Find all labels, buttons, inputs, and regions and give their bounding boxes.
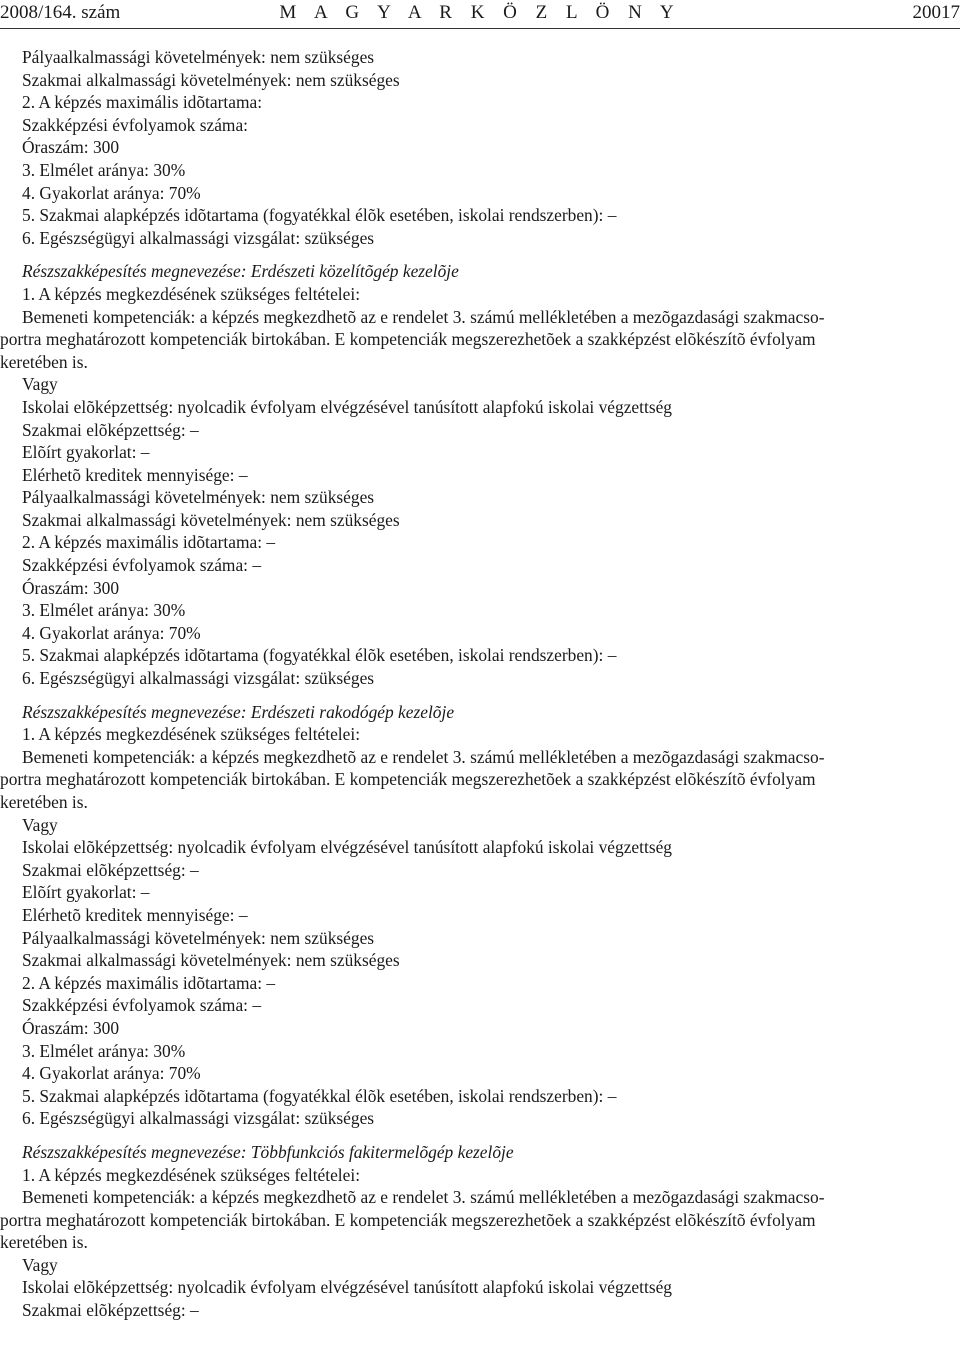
competency-paragraph <box>0 306 960 374</box>
text-line: 6. Egészségügyi alkalmassági vizsgálat: szükséges <box>22 227 375 248</box>
text-line: Vagy <box>22 1254 58 1275</box>
header-divider <box>0 28 960 29</box>
text-line: Szakképzési évfolyamok száma: – <box>22 555 262 576</box>
text-line: Óraszám: 300 <box>22 577 120 598</box>
paragraph-line: Bemeneti kompetenciák: a képzés megkezdhetõ az e rendelet 3. számú mellékletében a mezõgazdasági szakmacso- <box>22 746 825 767</box>
text-line: Elérhetõ kreditek mennyisége: – <box>22 464 248 485</box>
text-line: Pályaalkalmassági követelmények: nem szükséges <box>22 927 375 948</box>
text-line: Szakmai elõképzettség: – <box>22 1300 199 1321</box>
text-line: Elõírt gyakorlat: – <box>22 442 150 463</box>
text-line: Szakmai alkalmassági követelmények: nem szükséges <box>22 950 400 971</box>
paragraph-line: portra meghatározott kompetenciák birtokában. E kompetenciák megszerezhetõek a szakképzést elõkészítõ évfolyam <box>0 769 816 790</box>
text-line: 5. Szakmai alapképzés idõtartama (fogyatékkal élõk esetében, iskolai rendszerben): – <box>22 1085 617 1106</box>
text-line: 2. A képzés maximális idõtartama: <box>22 92 263 113</box>
text-line: Pályaalkalmassági követelmények: nem szükséges <box>22 47 375 67</box>
paragraph-line: Bemeneti kompetenciák: a képzés megkezdhetõ az e rendelet 3. számú mellékletében a mezõgazdasági szakmacso- <box>22 306 825 327</box>
section-heading: Részszakképesítés megnevezése: Többfunkciós fakitermelõgép kezelõje <box>22 1141 514 1162</box>
text-line: Szakmai elõképzettség: – <box>22 859 199 880</box>
text-line: 2. A képzés maximális idõtartama: – <box>22 972 276 993</box>
text-line: Óraszám: 300 <box>22 137 120 158</box>
text-line: Óraszám: 300 <box>22 1017 120 1038</box>
text-line: Szakmai alkalmassági követelmények: nem szükséges <box>22 509 400 530</box>
text-line: Iskolai elõképzettség: nyolcadik évfolyam elvégzésével tanúsított alapfokú iskolai végzettség <box>22 837 673 858</box>
paragraph-line: keretében is. <box>0 1232 88 1253</box>
text-line: Szakképzési évfolyamok száma: – <box>22 995 262 1016</box>
text-line: 2. A képzés maximális idõtartama: – <box>22 532 276 553</box>
issue-number: 2008/164. szám <box>0 2 121 23</box>
text-line: Szakmai alkalmassági követelmények: nem szükséges <box>22 69 400 90</box>
text-line: Iskolai elõképzettség: nyolcadik évfolyam elvégzésével tanúsított alapfokú iskolai végzettség <box>22 1277 673 1298</box>
page-header <box>0 0 960 28</box>
section-heading: Részszakképesítés megnevezése: Erdészeti rakodógép kezelõje <box>22 701 455 722</box>
paragraph-line: Bemeneti kompetenciák: a képzés megkezdhetõ az e rendelet 3. számú mellékletében a mezõgazdasági szakmacso- <box>22 1187 825 1208</box>
document-body <box>0 46 960 1322</box>
publication-title: M A G Y A R K Ö Z L Ö N Y <box>279 2 681 23</box>
text-line: 1. A képzés megkezdésének szükséges feltételei: <box>22 283 361 304</box>
text-line: 3. Elmélet aránya: 30% <box>22 159 186 180</box>
paragraph-line: keretében is. <box>0 792 88 812</box>
paragraph-line: portra meghatározott kompetenciák birtokában. E kompetenciák megszerezhetõek a szakképzést elõkészítõ évfolyam <box>0 329 816 350</box>
paragraph-line: portra meghatározott kompetenciák birtokában. E kompetenciák megszerezhetõek a szakképzést elõkészítõ évfolyam <box>0 1209 816 1230</box>
text-line: 5. Szakmai alapképzés idõtartama (fogyatékkal élõk esetében, iskolai rendszerben): – <box>22 205 617 226</box>
text-line: 4. Gyakorlat aránya: 70% <box>22 622 201 643</box>
text-line: 5. Szakmai alapképzés idõtartama (fogyatékkal élõk esetében, iskolai rendszerben): – <box>22 645 617 666</box>
text-line: 1. A képzés megkezdésének szükséges feltételei: <box>22 724 361 745</box>
text-line: Vagy <box>22 814 58 835</box>
text-line: 3. Elmélet aránya: 30% <box>22 1040 186 1061</box>
section-heading: Részszakképesítés megnevezése: Erdészeti közelítõgép kezelõje <box>22 261 459 282</box>
text-line: Pályaalkalmassági követelmények: nem szükséges <box>22 487 375 508</box>
text-line: Szakmai elõképzettség: – <box>22 419 199 440</box>
page-number: 20017 <box>912 2 960 23</box>
text-line: 6. Egészségügyi alkalmassági vizsgálat: szükséges <box>22 668 375 689</box>
text-line: Elérhetõ kreditek mennyisége: – <box>22 904 248 925</box>
competency-paragraph <box>0 746 960 814</box>
text-line: 6. Egészségügyi alkalmassági vizsgálat: szükséges <box>22 1108 375 1129</box>
text-line: Elõírt gyakorlat: – <box>22 882 150 903</box>
competency-paragraph <box>0 1186 960 1254</box>
text-line: Iskolai elõképzettség: nyolcadik évfolyam elvégzésével tanúsított alapfokú iskolai végzettség <box>22 396 673 417</box>
text-line: 3. Elmélet aránya: 30% <box>22 600 186 621</box>
text-line: Vagy <box>22 374 58 395</box>
text-line: 1. A képzés megkezdésének szükséges feltételei: <box>22 1164 361 1185</box>
text-line: 4. Gyakorlat aránya: 70% <box>22 1063 201 1084</box>
text-line: 4. Gyakorlat aránya: 70% <box>22 182 201 203</box>
paragraph-line: keretében is. <box>0 351 88 372</box>
text-line: Szakképzési évfolyamok száma: <box>22 114 248 135</box>
